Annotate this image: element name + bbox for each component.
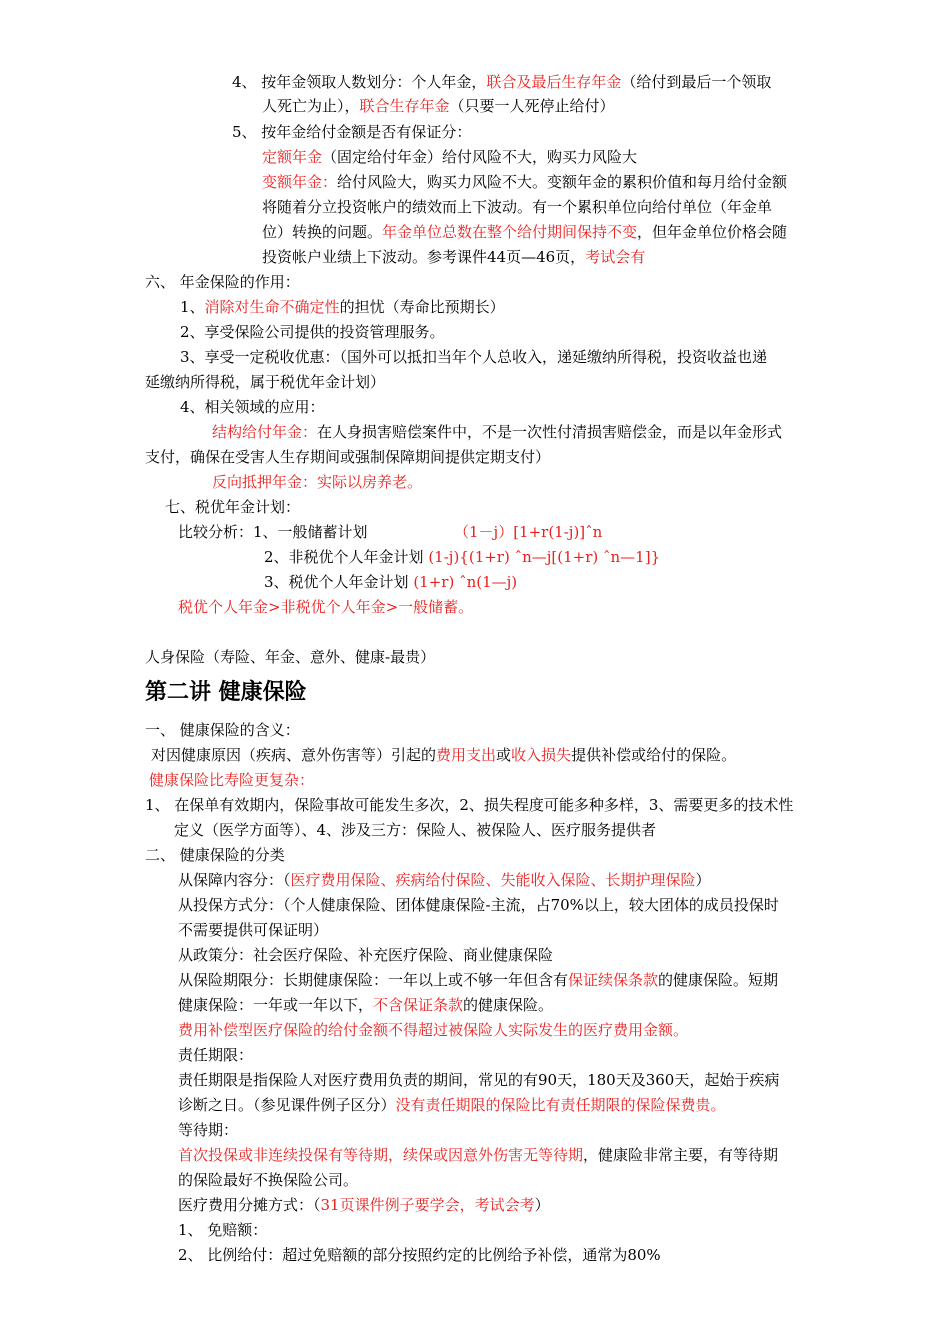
body-text: 1、 在保单有效期内，保险事故可能发生多次，2、损失程度可能多种多样，3、需要更多的技术性 [145, 796, 794, 814]
list-item [145, 793, 793, 817]
savings-formula [454, 520, 602, 544]
body-text: 3、享受一定税收优惠：（国外可以抵扣当年个人总收入，递延缴纳所得税，投资收益也递 [180, 348, 768, 366]
structured-settlement-text [212, 420, 782, 444]
body-text: ） [534, 1196, 550, 1214]
body-text: 位）转换的问题。 [262, 223, 383, 241]
body-text: 5、 按年金给付金额是否有保证分： [232, 123, 472, 141]
body-text: （固定给付年金）给付风险不大，购买力风险大 [322, 148, 638, 166]
variable-annuity-text [262, 195, 772, 219]
body-text: 从政策分：社会医疗保险、补充医疗保险、商业健康保险 [178, 946, 554, 964]
liability-period-heading [178, 1043, 253, 1067]
section-heading [145, 718, 300, 742]
highlight-text: 税优个人年金>非税优个人年金>一般储蓄。 [178, 598, 474, 616]
comparison-conclusion [178, 595, 473, 619]
list-item [180, 395, 325, 419]
reimbursement-rule [178, 1018, 688, 1042]
highlight-text: 变额年金： [262, 173, 338, 191]
highlight-text: 31页课件例子要学会，考试会考 [320, 1196, 535, 1214]
highlight-text: 不含保证条款 [373, 996, 464, 1014]
body-text: 对因健康原因（疾病、意外伤害等）引起的 [151, 746, 437, 764]
highlight-text: 结构给付年金： [212, 423, 318, 441]
structured-settlement-continuation [145, 445, 550, 469]
variable-annuity-text [262, 170, 787, 194]
waiting-period-text [178, 1143, 778, 1167]
waiting-period-heading [178, 1118, 238, 1142]
coinsurance-item [178, 1243, 661, 1267]
body-text: （给付到最后一个领取 [621, 73, 772, 91]
summary-line [145, 645, 435, 669]
body-text: 等待期： [178, 1121, 239, 1139]
body-text: 责任期限： [178, 1046, 254, 1064]
body-text: 将随着分立投资帐户的绩效而上下波动。有一个累积单位向给付单位（年金单 [262, 198, 773, 216]
liability-period-text [178, 1093, 726, 1117]
body-text: 2、非税优个人年金计划 [264, 548, 429, 566]
highlight-text: 定额年金 [262, 148, 323, 166]
classification-by-method [178, 893, 779, 917]
body-text: 投资帐户业绩上下波动。参考课件44页—46页， [262, 248, 586, 266]
classification-by-term [178, 968, 778, 992]
body-text: 3、税优个人年金计划 [264, 573, 414, 591]
body-text: 医疗费用分摊方式：（ [178, 1196, 321, 1214]
body-text: 1、 [180, 298, 205, 316]
section-heading [165, 495, 300, 519]
comparison-item-non-tax-annuity [264, 545, 660, 569]
body-text: 责任期限是指保险人对医疗费用负责的期间，常见的有90天，180天及360天，起始于疾病 [178, 1071, 780, 1089]
variable-annuity-text [262, 220, 787, 244]
body-text: 定义（医学方面等）、4、涉及三方：保险人、被保险人、医疗服务提供者 [174, 821, 657, 839]
annuity-classification-by-guarantee [232, 120, 471, 144]
body-text: 一、 健康保险的含义： [145, 721, 300, 739]
highlight-text: 费用补偿型医疗保险的给付金额不得超过被保险人实际发生的医疗费用金额。 [178, 1021, 689, 1039]
body-text: 4、 按年金领取人数划分：个人年金， [232, 73, 487, 91]
body-text: 给付风险大，购买力风险不大。变额年金的累积价值和每月给付金额 [337, 173, 788, 191]
classification-by-term-continuation [178, 993, 553, 1017]
body-text: 比较分析：1、一般储蓄计划 [178, 523, 368, 541]
body-text: 4、相关领域的应用： [180, 398, 325, 416]
highlight-text: 年金单位总数在整个给付期间保持不变 [382, 223, 638, 241]
body-text: 从保险期限分：长期健康保险：一年以上或不够一年但含有 [178, 971, 569, 989]
highlight-text: （1－j）[1+r(1-j)]ˆn [454, 523, 603, 541]
reverse-mortgage-annuity-text [212, 470, 422, 494]
highlight-text: 没有责任期限的保险比有责任期限的保险保费贵。 [395, 1096, 726, 1114]
annuity-classification-continuation [262, 94, 615, 118]
waiting-period-text [178, 1168, 358, 1192]
body-text: 诊断之日。（参见课件例子区分） [178, 1096, 396, 1114]
highlight-text: (1-j){(1+r) ˆn—j[(1+r) ˆn—1]} [428, 548, 661, 566]
body-text: 提供补偿或给付的保险。 [571, 746, 737, 764]
highlight-text: (1+r) ˆn(1—j) [413, 573, 518, 591]
list-item [180, 320, 445, 344]
highlight-text: 联合生存年金 [359, 97, 450, 115]
body-text: 六、 年金保险的作用： [145, 273, 300, 291]
classification-by-content [178, 868, 711, 892]
body-text: 2、 比例给付：超过免赔额的部分按照约定的比例给予补偿，通常为80% [178, 1246, 661, 1264]
highlight-text: 反向抵押年金：实际以房养老。 [212, 473, 423, 491]
body-text: 在人身损害赔偿案件中，不是一次性付清损害赔偿金，而是以年金形式 [317, 423, 783, 441]
list-item [180, 345, 767, 369]
body-text: 的健康保险。短期 [658, 971, 779, 989]
highlight-text: 消除对生命不确定性 [204, 298, 340, 316]
body-text: ） [695, 871, 711, 889]
body-text: 支付，确保在受害人生存期间或强制保障期间提供定期支付） [145, 448, 551, 466]
list-item-continuation [174, 818, 656, 842]
variable-annuity-text [262, 245, 645, 269]
highlight-text: 考试会有 [585, 248, 646, 266]
body-text: 从保障内容分：（ [178, 871, 291, 889]
body-text: 人死亡为止）， [262, 97, 360, 115]
body-text: 不需要提供可保证明） [178, 921, 329, 939]
body-text: 延缴纳所得税，属于税优年金计划） [145, 373, 386, 391]
body-text: 七、税优年金计划： [165, 498, 301, 516]
list-item [180, 295, 505, 319]
list-item-continuation [145, 370, 385, 394]
highlight-text: 保证续保条款 [568, 971, 659, 989]
body-text: 的健康保险。 [463, 996, 554, 1014]
liability-period-text [178, 1068, 779, 1092]
annuity-classification-by-annuitants [232, 70, 771, 94]
classification-by-policy [178, 943, 553, 967]
section-heading [145, 843, 285, 867]
highlight-text: 收入损失 [511, 746, 572, 764]
highlight-text: 费用支出 [436, 746, 497, 764]
body-text: ，但年金单位价格会随 [637, 223, 788, 241]
body-text: 2、享受保险公司提供的投资管理服务。 [180, 323, 445, 341]
body-text: 的保险最好不换保险公司。 [178, 1171, 359, 1189]
highlight-text: 健康保险比寿险更复杂： [149, 771, 315, 789]
complexity-heading [149, 768, 314, 792]
body-text: （只要一人死停止给付） [449, 97, 615, 115]
highlight-text: 医疗费用保险、疾病给付保险、失能收入保险、长期护理保险 [290, 871, 696, 889]
deductible-item [178, 1218, 267, 1242]
definition-text [151, 743, 736, 767]
body-text: 的担忧（寿命比预期长） [339, 298, 505, 316]
body-text: 健康保险：一年或一年以下， [178, 996, 374, 1014]
section-heading [145, 270, 300, 294]
body-text: 或 [496, 746, 512, 764]
highlight-text: 联合及最后生存年金 [486, 73, 622, 91]
comparison-item-tax-annuity [264, 570, 517, 594]
body-text: ，健康险非常主要，有等待期 [583, 1146, 779, 1164]
classification-by-method-continuation [178, 918, 328, 942]
comparison-item-savings [178, 520, 368, 544]
cost-sharing-heading [178, 1193, 550, 1217]
highlight-text: 首次投保或非连续投保有等待期，续保或因意外伤害无等待期 [178, 1146, 584, 1164]
lecture-title [145, 678, 307, 708]
body-text: 第二讲 健康保险 [145, 680, 307, 705]
fixed-annuity-text [262, 145, 637, 169]
body-text: 二、 健康保险的分类 [145, 846, 285, 864]
body-text: 人身保险（寿险、年金、意外、健康-最贵） [145, 648, 436, 666]
body-text: 1、 免赔额： [178, 1221, 268, 1239]
body-text: 从投保方式分：（个人健康保险、团体健康保险-主流，占70%以上，较大团体的成员投保时 [178, 896, 779, 914]
